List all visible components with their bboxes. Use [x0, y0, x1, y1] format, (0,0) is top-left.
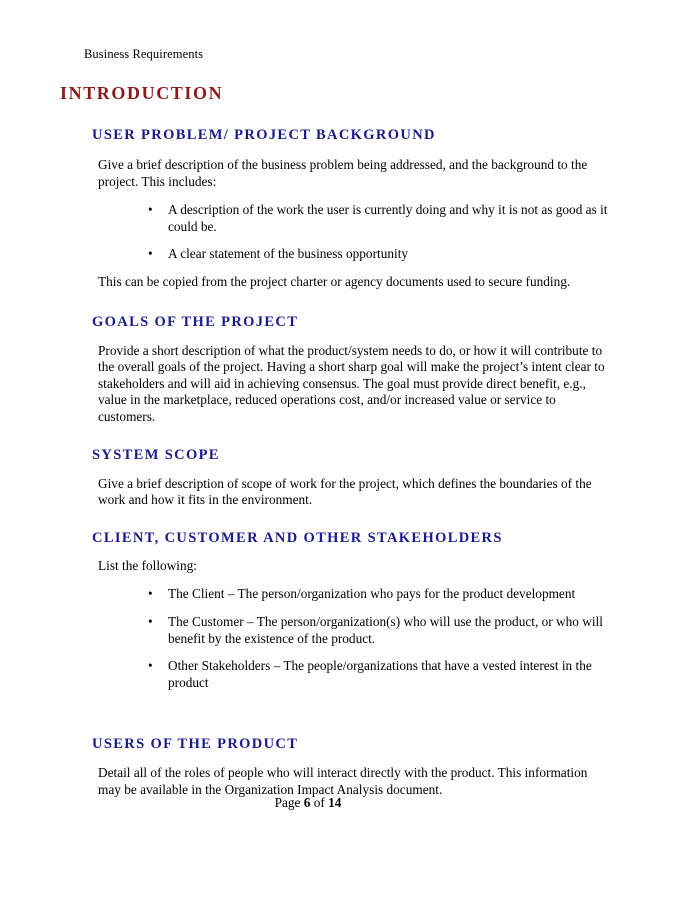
list-item-text: Other Stakeholders – The people/organizations that have a vested interest in the product — [168, 658, 592, 690]
section-user-problem — [0, 126, 696, 291]
section-outro-text: This can be copied from the project charter or agency documents used to secure funding. — [98, 273, 571, 289]
list-item-text: The Client – The person/organization who pays for the product development — [168, 586, 576, 602]
bullet-icon: • — [148, 202, 153, 218]
list-item-text: A clear statement of the business opportunity — [168, 246, 409, 262]
list-item-text: A description of the work the user is currently doing and why it is not as good as it could be. — [168, 202, 608, 234]
section-intro-text: List the following: — [98, 557, 197, 573]
bullet-list — [0, 586, 696, 691]
bullet-icon: • — [148, 586, 153, 602]
footer-total-pages: 14 — [328, 795, 342, 810]
section-heading: CLIENT, CUSTOMER AND OTHER STAKEHOLDERS — [92, 529, 503, 546]
page-footer — [0, 794, 696, 811]
bullet-list — [0, 202, 696, 263]
section-body-text: Give a brief description of scope of work for the project, which defines the boundaries of the work and how it fits in the environment. — [98, 475, 592, 508]
page-title: INTRODUCTION — [60, 83, 224, 103]
section-heading: USER PROBLEM/ PROJECT BACKGROUND — [92, 127, 436, 143]
section-users-of-product — [0, 735, 696, 798]
section-body-text: Detail all of the roles of people who will interact directly with the product. This information may be available in the Organization Impact Analysis document. — [98, 765, 588, 797]
list-item — [0, 614, 610, 647]
list-item — [0, 658, 610, 691]
running-header: Business Requirements — [84, 47, 204, 61]
list-item — [0, 586, 610, 603]
section-heading: USERS OF THE PRODUCT — [92, 736, 299, 753]
section-stakeholders — [0, 529, 696, 692]
bullet-icon: • — [148, 613, 153, 629]
section-body-text: Provide a short description of what the product/system needs to do, or how it will contribute to the overall goals of the project. Having a short sharp goal will make the project’s intent clear to stakeholders and will aid in achieving consensus. The goal must provide direct benefit, e.g., value in the marketplace, reduced operations cost, and/or increased value or service to customers. — [98, 342, 605, 424]
section-system-scope — [0, 446, 696, 509]
bullet-icon: • — [148, 658, 153, 674]
section-goals — [0, 313, 696, 426]
footer-middle: of — [310, 795, 329, 810]
section-heading: SYSTEM SCOPE — [92, 446, 220, 463]
document-body — [0, 82, 696, 798]
list-item — [0, 246, 610, 263]
footer-prefix: Page — [274, 795, 304, 810]
footer-current-page: 6 — [303, 795, 311, 810]
list-item — [0, 202, 610, 235]
bullet-icon: • — [148, 246, 153, 262]
section-intro-text: Give a brief description of the business problem being addressed, and the background to the project. This includes: — [98, 157, 588, 189]
list-item-text: The Customer – The person/organization(s) who will use the product, or who will benefit by the existence of the product. — [168, 613, 603, 646]
section-heading: GOALS OF THE PROJECT — [92, 313, 299, 330]
